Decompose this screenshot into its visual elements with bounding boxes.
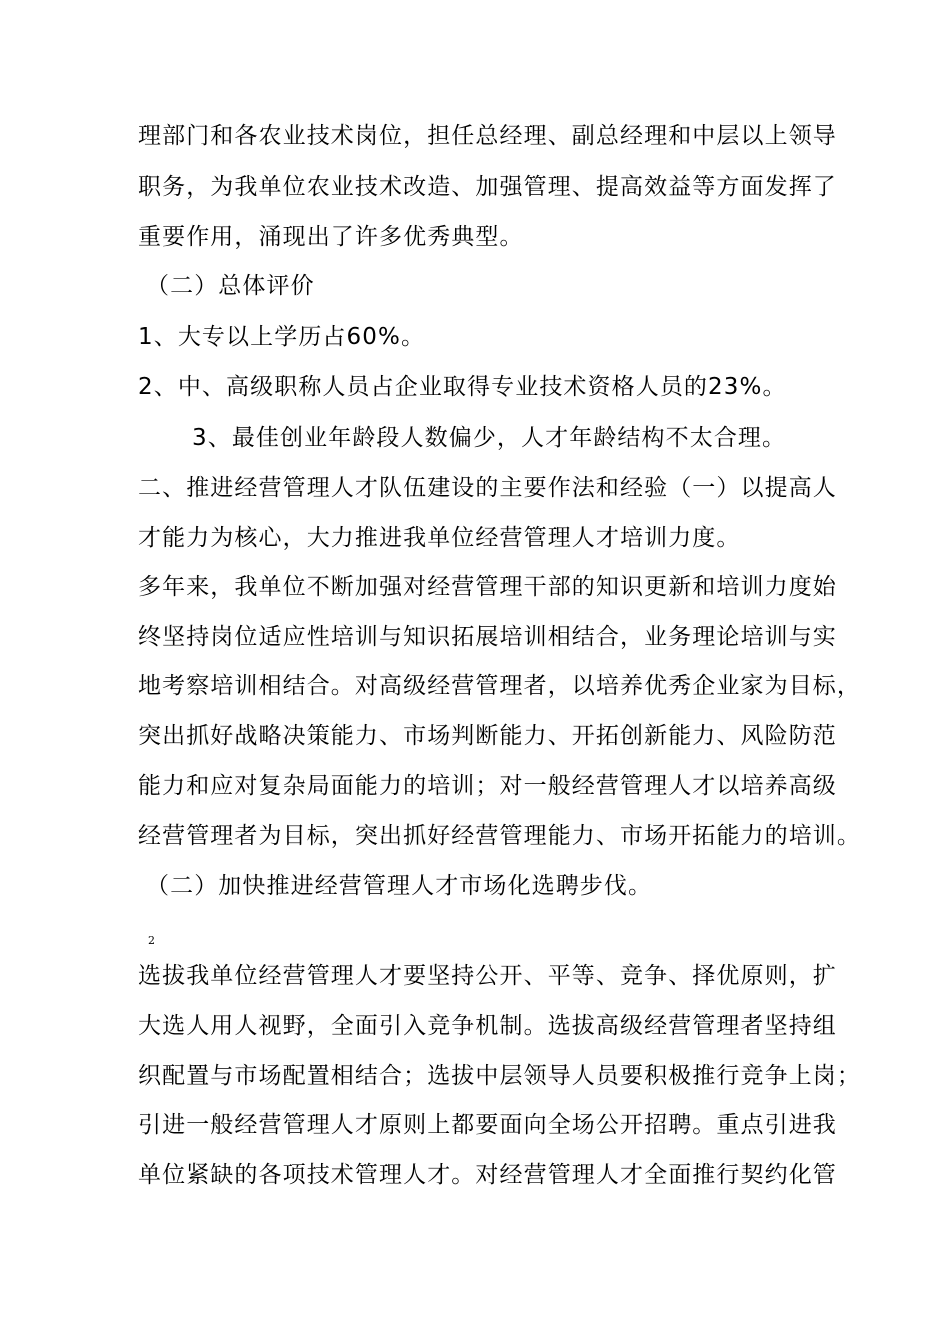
text-line: 单位紧缺的各项技术管理人才。对经营管理人才全面推行契约化管 (138, 1162, 837, 1188)
text-line: 职务，为我单位农业技术改造、加强管理、提高效益等方面发挥了 (138, 174, 837, 200)
page-number: 2 (148, 934, 155, 947)
text-line: 选拔我单位经营管理人才要坚持公开、平等、竞争、择优原则，扩 (138, 963, 837, 989)
text-line: 理部门和各农业技术岗位，担任总经理、副总经理和中层以上领导 (138, 123, 837, 149)
text-line: 织配置与市场配置相结合；选拔中层领导人员要积极推行竞争上岗； (138, 1063, 861, 1089)
text-line: 地考察培训相结合。对高级经营管理者，以培养优秀企业家为目标， (138, 673, 861, 699)
list-item: 2、中、高级职称人员占企业取得专业技术资格人员的23%。 (138, 374, 787, 400)
list-item: 1、大专以上学历占60%。 (138, 324, 426, 350)
text-line: 大选人用人视野，全面引入竞争机制。选拔高级经营管理者坚持组 (138, 1013, 837, 1039)
text-line: 终坚持岗位适应性培训与知识拓展培训相结合，业务理论培训与实 (138, 624, 837, 650)
text-line: 经营管理者为目标，突出抓好经营管理能力、市场开拓能力的培训。 (138, 823, 861, 849)
text-line: 多年来，我单位不断加强对经营管理干部的知识更新和培训力度始 (138, 574, 837, 600)
section-heading: （二）加快推进经营管理人才市场化选聘步伐。 (146, 873, 653, 899)
section-heading: （二）总体评价 (146, 273, 315, 299)
list-item: 3、最佳创业年龄段人数偏少，人才年龄结构不太合理。 (192, 425, 787, 451)
text-line: 能力和应对复杂局面能力的培训；对一般经营管理人才以培养高级 (138, 773, 837, 799)
text-line: 二、推进经营管理人才队伍建设的主要作法和经验（一）以提高人 (138, 475, 837, 501)
text-line: 突出抓好战略决策能力、市场判断能力、开拓创新能力、风险防范 (138, 723, 837, 749)
text-line: 重要作用，涌现出了许多优秀典型。 (138, 224, 524, 250)
text-line: 才能力为核心，大力推进我单位经营管理人才培训力度。 (138, 525, 741, 551)
text-line: 引进一般经营管理人才原则上都要面向全场公开招聘。重点引进我 (138, 1112, 837, 1138)
